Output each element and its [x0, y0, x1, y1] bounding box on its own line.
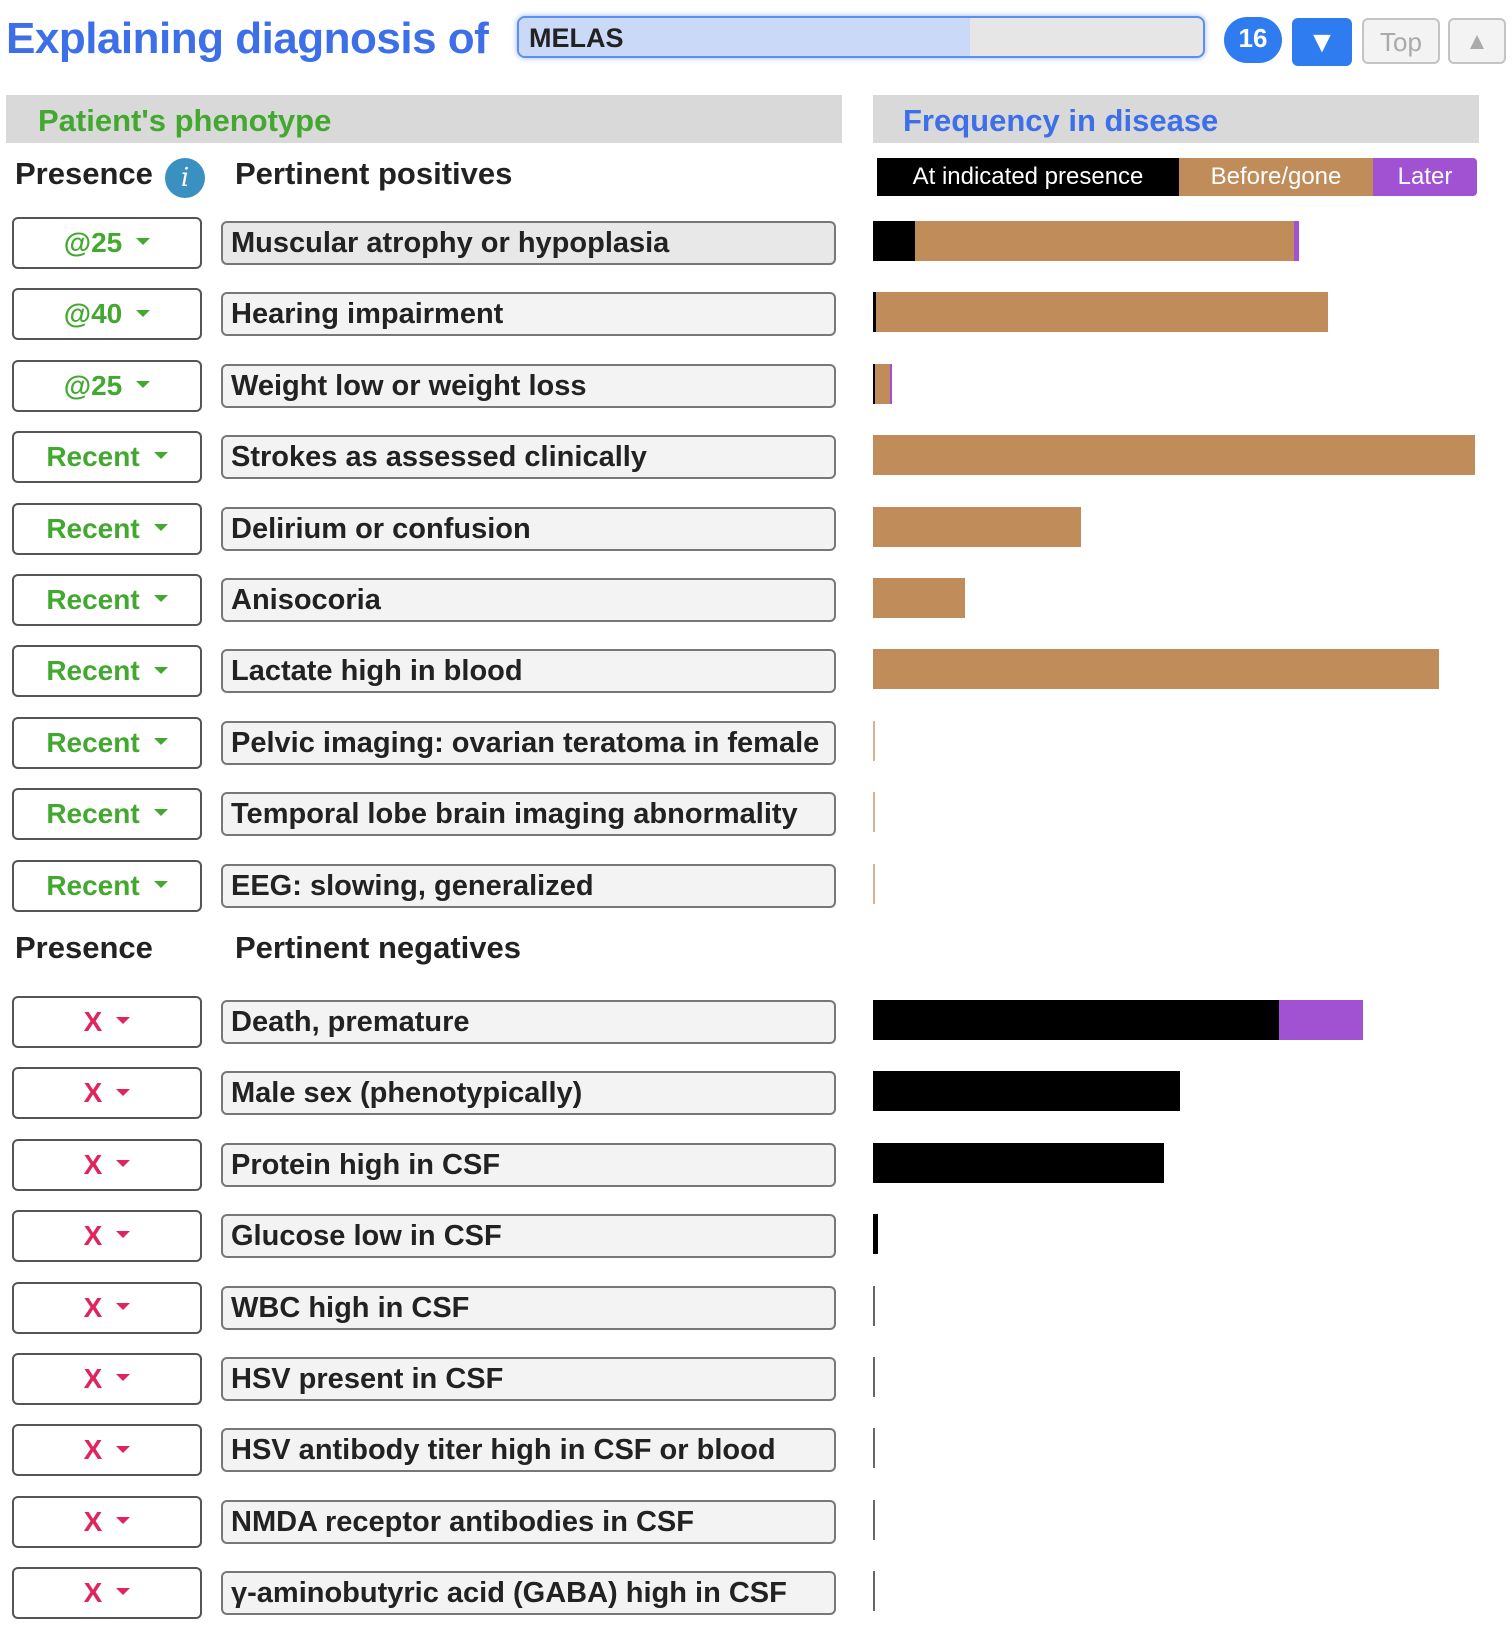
- frequency-bar: [873, 649, 1439, 689]
- negative-row: [0, 1353, 1512, 1413]
- caret-down-icon: [154, 738, 168, 745]
- presence-value: @25: [63, 227, 123, 258]
- caret-down-icon: [136, 310, 150, 317]
- frequency-bar-trace: [873, 1286, 875, 1326]
- frequency-bar: [873, 507, 1081, 547]
- frequency-bar-trace: [873, 1357, 875, 1397]
- frequency-bar: [873, 221, 1299, 261]
- presence-dropdown[interactable]: [12, 360, 202, 412]
- diagnosis-name: MELAS: [529, 23, 624, 53]
- frequency-bar-trace: [873, 721, 875, 761]
- frequency-before-segment: [873, 435, 1475, 475]
- finding-button[interactable]: NMDA receptor antibodies in CSF: [221, 1500, 836, 1544]
- frequency-bar-trace: [873, 1571, 875, 1611]
- caret-down-icon: [116, 1017, 130, 1024]
- frequency-bar-trace: [873, 1428, 875, 1468]
- presence-dropdown[interactable]: [12, 996, 202, 1048]
- frequency-bar: [873, 1071, 1180, 1111]
- presence-value: X: [83, 1148, 103, 1180]
- caret-down-icon: [136, 381, 150, 388]
- positive-row: [0, 860, 1512, 920]
- frequency-bar: [873, 1143, 1164, 1183]
- frequency-bar: [873, 435, 1475, 475]
- phenotype-section-title: Patient's phenotype: [38, 103, 332, 138]
- presence-value: X: [83, 1006, 103, 1037]
- finding-button[interactable]: Death, premature: [221, 1000, 836, 1044]
- presence-dropdown[interactable]: [12, 717, 202, 769]
- legend-later: Later: [1373, 158, 1477, 196]
- legend-before-gone: Before/gone: [1179, 158, 1373, 196]
- presence-dropdown[interactable]: [12, 217, 202, 269]
- pertinent-negatives-header: Pertinent negatives: [235, 930, 521, 965]
- caret-down-icon: [154, 667, 168, 674]
- finding-button[interactable]: HSV antibody titer high in CSF or blood: [221, 1428, 836, 1472]
- presence-value: X: [83, 1434, 103, 1466]
- presence-dropdown[interactable]: [12, 574, 202, 626]
- presence-value: @40: [63, 298, 123, 330]
- frequency-bar: [873, 292, 1328, 332]
- positive-row: [0, 717, 1512, 777]
- phenotype-section-header: [6, 95, 842, 143]
- finding-button[interactable]: Glucose low in CSF: [221, 1214, 836, 1258]
- caret-down-icon: [154, 595, 168, 602]
- presence-dropdown[interactable]: [12, 1496, 202, 1548]
- caret-down-icon: [116, 1374, 130, 1381]
- presence-dropdown[interactable]: [12, 1424, 202, 1476]
- frequency-at-segment: [873, 1214, 878, 1254]
- presence-dropdown[interactable]: [12, 1067, 202, 1119]
- presence-value: Recent: [46, 584, 140, 615]
- frequency-bar-trace: [873, 1500, 875, 1540]
- frequency-later-segment: [1294, 221, 1299, 261]
- caret-down-icon: [116, 1517, 130, 1524]
- presence-dropdown[interactable]: [12, 288, 202, 340]
- finding-button[interactable]: Strokes as assessed clinically: [221, 435, 836, 479]
- presence-dropdown[interactable]: [12, 431, 202, 483]
- negative-row: [0, 1139, 1512, 1199]
- finding-button[interactable]: γ-aminobutyric acid (GABA) high in CSF: [221, 1571, 836, 1615]
- legend-at-indicated-presence: At indicated presence: [877, 158, 1179, 196]
- frequency-legend: [877, 158, 1477, 196]
- presence-column-header-negatives: Presence: [15, 930, 153, 965]
- presence-dropdown[interactable]: [12, 860, 202, 912]
- presence-dropdown[interactable]: [12, 1282, 202, 1334]
- caret-down-icon: [136, 238, 150, 245]
- finding-button[interactable]: Delirium or confusion: [221, 507, 836, 551]
- frequency-later-segment: [1279, 1000, 1363, 1040]
- presence-dropdown[interactable]: [12, 645, 202, 697]
- negative-row: [0, 1424, 1512, 1484]
- caret-down-icon: [154, 524, 168, 531]
- frequency-before-segment: [915, 221, 1294, 261]
- frequency-before-segment: [875, 364, 890, 404]
- presence-value: X: [83, 1291, 103, 1323]
- finding-button[interactable]: EEG: slowing, generalized: [221, 864, 836, 908]
- negative-row: [0, 996, 1512, 1056]
- negative-row: [0, 1496, 1512, 1556]
- caret-down-icon: [116, 1160, 130, 1167]
- frequency-later-segment: [890, 364, 892, 404]
- positive-row: [0, 217, 1512, 277]
- frequency-section-title: Frequency in disease: [903, 103, 1219, 138]
- page-title: Explaining diagnosis of: [6, 14, 489, 63]
- presence-value: Recent: [46, 441, 140, 473]
- frequency-bar: [873, 578, 965, 618]
- presence-dropdown[interactable]: [12, 1139, 202, 1191]
- finding-button[interactable]: Male sex (phenotypically): [221, 1071, 836, 1115]
- presence-value: Recent: [46, 869, 140, 901]
- diagnosis-selector[interactable]: [517, 16, 1205, 58]
- pertinent-positives-header: Pertinent positives: [235, 156, 513, 191]
- presence-value: @25: [63, 369, 123, 401]
- finding-button[interactable]: Protein high in CSF: [221, 1143, 836, 1187]
- finding-button[interactable]: Lactate high in blood: [221, 649, 836, 693]
- finding-button[interactable]: WBC high in CSF: [221, 1286, 836, 1330]
- finding-button[interactable]: Weight low or weight loss: [221, 364, 836, 408]
- frequency-before-segment: [873, 649, 1439, 689]
- presence-value: X: [83, 1220, 103, 1252]
- diagnosis-rank-badge: 16: [1224, 17, 1282, 63]
- presence-value: X: [83, 1363, 103, 1394]
- frequency-before-segment: [876, 292, 1328, 332]
- next-diagnosis-button[interactable]: [1292, 18, 1352, 66]
- presence-column-header: Presence: [15, 156, 153, 191]
- negative-row: [0, 1282, 1512, 1342]
- positive-row: [0, 574, 1512, 634]
- info-icon[interactable]: i: [165, 158, 205, 198]
- presence-value: X: [83, 1505, 103, 1537]
- finding-button[interactable]: Anisocoria: [221, 578, 836, 622]
- presence-value: Recent: [46, 726, 140, 758]
- presence-dropdown[interactable]: [12, 1210, 202, 1262]
- caret-down-icon: [154, 809, 168, 816]
- presence-value: X: [83, 1077, 103, 1109]
- frequency-bar: [873, 1000, 1363, 1040]
- frequency-bar: [873, 1214, 878, 1254]
- positive-row: [0, 645, 1512, 705]
- previous-diagnosis-button[interactable]: [1448, 18, 1506, 64]
- presence-value: Recent: [46, 798, 140, 830]
- negative-row: [0, 1067, 1512, 1127]
- presence-dropdown[interactable]: [12, 1353, 202, 1405]
- frequency-at-segment: [873, 221, 915, 261]
- frequency-at-segment: [873, 1000, 1279, 1040]
- triangle-up-icon: ▲: [1465, 28, 1489, 55]
- triangle-down-icon: ▼: [1307, 26, 1337, 59]
- positive-row: [0, 503, 1512, 563]
- finding-button[interactable]: Pelvic imaging: ovarian teratoma in female: [221, 721, 836, 765]
- caret-down-icon: [116, 1303, 130, 1310]
- top-button[interactable]: Top: [1362, 18, 1440, 64]
- caret-down-icon: [154, 452, 168, 459]
- presence-dropdown[interactable]: [12, 788, 202, 840]
- finding-button[interactable]: HSV present in CSF: [221, 1357, 836, 1401]
- caret-down-icon: [116, 1446, 130, 1453]
- negative-row: [0, 1210, 1512, 1270]
- frequency-before-segment: [873, 507, 1081, 547]
- presence-dropdown[interactable]: [12, 1567, 202, 1619]
- presence-value: X: [83, 1577, 103, 1609]
- positive-row: [0, 431, 1512, 491]
- caret-down-icon: [154, 881, 168, 888]
- negative-row: [0, 1567, 1512, 1627]
- frequency-before-segment: [873, 578, 965, 618]
- frequency-section-header: [873, 95, 1479, 143]
- frequency-at-segment: [873, 1143, 1164, 1183]
- finding-button[interactable]: Muscular atrophy or hypoplasia: [221, 221, 836, 265]
- frequency-at-segment: [873, 1071, 1180, 1111]
- caret-down-icon: [116, 1089, 130, 1096]
- finding-button[interactable]: Hearing impairment: [221, 292, 836, 336]
- finding-button[interactable]: Temporal lobe brain imaging abnormality: [221, 792, 836, 836]
- positive-row: [0, 788, 1512, 848]
- frequency-bar-trace: [873, 864, 875, 904]
- presence-dropdown[interactable]: [12, 503, 202, 555]
- presence-value: Recent: [46, 512, 140, 544]
- frequency-bar-trace: [873, 792, 875, 832]
- frequency-bar: [873, 364, 892, 404]
- presence-value: Recent: [46, 655, 140, 687]
- caret-down-icon: [116, 1588, 130, 1595]
- positive-row: [0, 360, 1512, 420]
- positive-row: [0, 288, 1512, 348]
- caret-down-icon: [116, 1231, 130, 1238]
